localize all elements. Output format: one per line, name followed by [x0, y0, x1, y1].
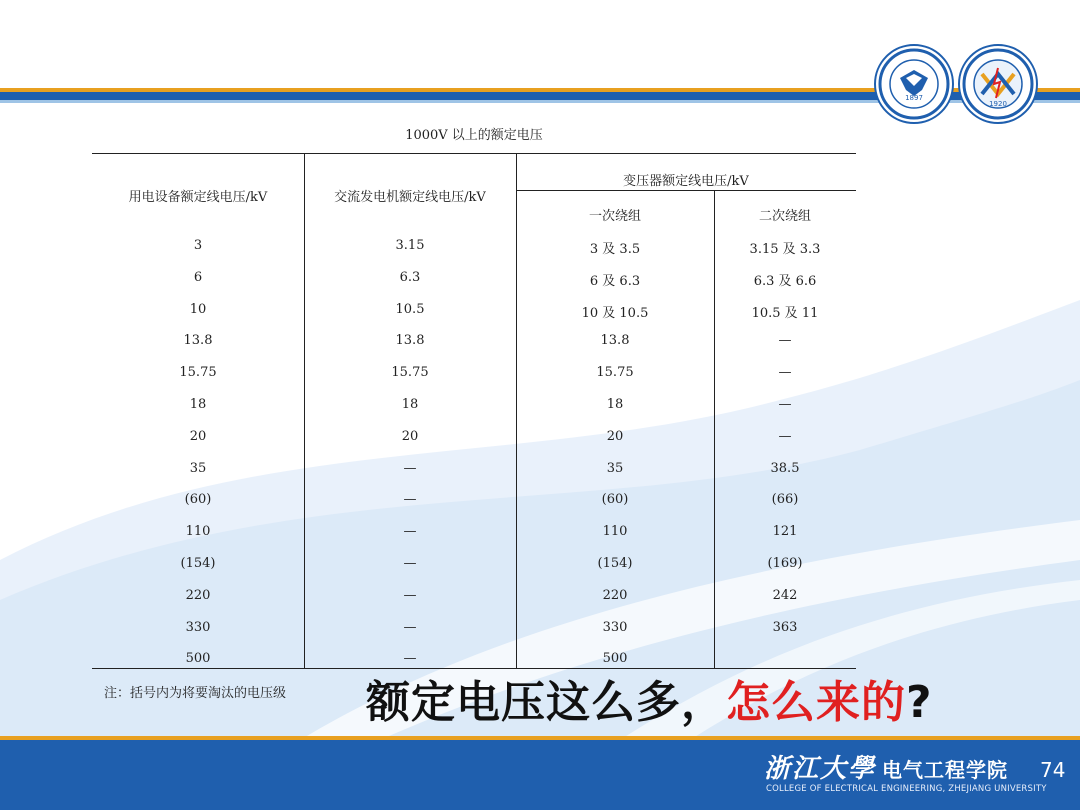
table-cell: (154) — [597, 556, 633, 571]
table-cell: 363 — [772, 619, 798, 635]
table-cell: 6.3 及 6.6 — [753, 273, 817, 289]
table-cell: 20 — [401, 428, 419, 444]
zju-logo — [874, 44, 954, 124]
table-cell: — — [403, 619, 417, 635]
table-cell: 3 — [193, 238, 203, 253]
table-cell: 10 — [189, 301, 207, 317]
table-cell: 15.75 — [596, 365, 634, 381]
table-cell: 35 — [606, 460, 624, 476]
table-cell: 13.8 — [600, 333, 630, 349]
header-primary-winding: 一次绕组 — [588, 209, 641, 224]
table-cell: — — [403, 492, 417, 508]
table-cell: — — [778, 333, 792, 349]
table-cell: 15.75 — [179, 365, 217, 381]
table-cell: 10.5 及 11 — [751, 305, 819, 321]
table-cell: 20 — [189, 428, 207, 444]
question-part-2: 怎么来的 — [726, 677, 906, 728]
table-cell: — — [403, 651, 417, 667]
table-cell: 330 — [602, 619, 628, 635]
table-cell: 35 — [189, 460, 207, 476]
table-cell: 6 — [193, 269, 203, 285]
table-cell: — — [403, 587, 417, 603]
table-cell: 10.5 — [395, 301, 425, 317]
question-mark: ? — [906, 677, 933, 728]
table-cell: 500 — [602, 651, 628, 667]
table-cell: 220 — [185, 587, 211, 603]
table-cell: 18 — [189, 397, 207, 412]
table-cell: — — [403, 524, 417, 540]
table-cell: — — [403, 460, 417, 476]
table-cell: 18 — [606, 397, 624, 412]
table-cell: (60) — [184, 492, 212, 508]
zju-emblem-icon — [876, 46, 952, 122]
university-calligraphy: 浙江大學 — [764, 754, 877, 784]
table-cell: (154) — [180, 556, 216, 571]
table-cell: 13.8 — [395, 333, 425, 349]
group-header-rule — [516, 190, 856, 191]
table-cell: (169) — [767, 556, 803, 571]
table-cell: 3 及 3.5 — [589, 242, 641, 257]
table-cell: (66) — [771, 492, 799, 508]
header-transformer-voltage: 变压器额定线电压/kV — [623, 174, 749, 189]
slide-question — [366, 666, 933, 730]
table-cell: 6.3 — [399, 269, 421, 285]
table-cell: — — [778, 365, 792, 381]
table-cell: 18 — [401, 397, 419, 412]
table-cell: 3.15 — [395, 238, 425, 253]
table-cell: — — [778, 397, 792, 412]
table-cell: 110 — [185, 524, 211, 540]
table-cell: 3.15 及 3.3 — [749, 242, 821, 257]
header-generator-voltage: 交流发电机额定线电压/kV — [334, 190, 486, 205]
table-cell: 38.5 — [770, 460, 800, 476]
table-cell: (60) — [601, 492, 629, 508]
college-emblem-icon — [960, 46, 1036, 122]
table-note: 注：括号内为将要淘汰的电压级 — [104, 686, 287, 701]
table-top-rule — [92, 153, 856, 154]
table-cell: 500 — [185, 651, 211, 667]
table-cell: 110 — [602, 524, 628, 540]
header-equipment-voltage: 用电设备额定线电压/kV — [128, 190, 268, 205]
table-cell: 330 — [185, 619, 211, 635]
question-part-1: 额定电压这么多， — [366, 677, 726, 728]
table-cell: 20 — [606, 428, 624, 444]
college-name: 电气工程学院 — [882, 758, 1008, 782]
table-cell: 242 — [772, 587, 798, 603]
table-cell: 10 及 10.5 — [581, 305, 649, 321]
college-english-name: COLLEGE OF ELECTRICAL ENGINEERING, ZHEJIANG UNIVERSITY — [766, 784, 1047, 794]
page-number: 74 — [1040, 758, 1066, 782]
zju-logo-year: 1897 — [905, 94, 923, 102]
table-cell: 13.8 — [183, 333, 213, 349]
table-cell: 220 — [602, 587, 628, 603]
college-logo-year: 1920 — [989, 100, 1007, 108]
table-cell: 6 及 6.3 — [589, 273, 641, 289]
table-cell: 15.75 — [391, 365, 429, 381]
table-cell: — — [403, 556, 417, 571]
table-caption: 1000V 以上的额定电压 — [405, 128, 543, 143]
header-secondary-winding: 二次绕组 — [758, 209, 811, 224]
college-logo — [958, 44, 1038, 124]
table-cell: 121 — [772, 524, 798, 540]
table-cell: — — [778, 428, 792, 444]
